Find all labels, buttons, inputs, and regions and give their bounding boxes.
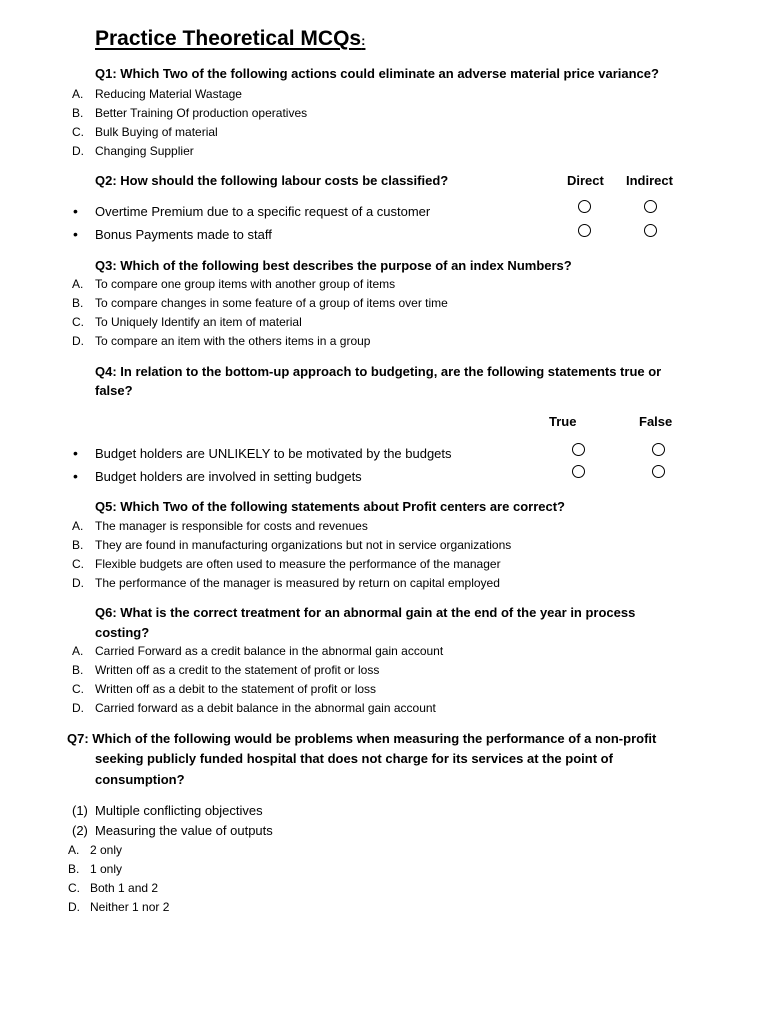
- q2-overtime-indirect-radio[interactable]: [644, 200, 657, 213]
- bullet-icon: •: [73, 445, 78, 461]
- q2-item-overtime: Overtime Premium due to a specific request of a customer: [95, 204, 431, 219]
- q1-option-d-letter: D.: [72, 144, 84, 158]
- q3-option-d-letter: D.: [72, 334, 84, 348]
- q6-option-b-letter: B.: [72, 663, 84, 677]
- question-5: Q5: Which Two of the following statements about Profit centers are correct?: [95, 499, 565, 514]
- bullet-icon: •: [73, 468, 78, 484]
- q7-option-a: 2 only: [90, 843, 123, 857]
- q7-statement-1-number: (1): [72, 803, 88, 818]
- q1-option-d: Changing Supplier: [95, 144, 194, 158]
- q5-option-b-letter: B.: [72, 538, 84, 552]
- q7-option-b: 1 only: [90, 862, 123, 876]
- question-7-line-2: seeking publicly funded hospital that does not charge for its services at the point of: [95, 751, 613, 766]
- q5-option-c-letter: C.: [72, 557, 84, 571]
- q3-option-c: To Uniquely Identify an item of material: [95, 315, 302, 329]
- q6-option-c-letter: C.: [72, 682, 84, 696]
- question-4-line-2: false?: [95, 383, 133, 398]
- bullet-icon: •: [73, 203, 78, 219]
- q7-option-c-letter: C.: [68, 881, 80, 895]
- q1-option-a: Reducing Material Wastage: [95, 87, 242, 101]
- q2-item-bonus: Bonus Payments made to staff: [95, 227, 272, 242]
- q4-item-involved: Budget holders are involved in setting budgets: [95, 469, 362, 484]
- q4-col-true: True: [549, 414, 577, 429]
- page-title-colon: :: [361, 33, 366, 48]
- question-6-line-2: costing?: [95, 625, 150, 640]
- q6-option-b: Written off as a credit to the statement of profit or loss: [95, 663, 380, 677]
- q1-option-a-letter: A.: [72, 87, 84, 101]
- question-7-line-1: Q7: Which of the following would be problems when measuring the performance of a non-profit: [67, 731, 657, 746]
- q4-col-false: False: [639, 414, 673, 429]
- q6-option-c: Written off as a debit to the statement of profit or loss: [95, 682, 377, 696]
- q4-unlikely-false-radio[interactable]: [652, 443, 665, 456]
- q3-option-a: To compare one group items with another group of items: [95, 277, 396, 291]
- q6-option-d-letter: D.: [72, 701, 84, 715]
- q3-option-b-letter: B.: [72, 296, 84, 310]
- q3-option-c-letter: C.: [72, 315, 84, 329]
- q6-option-a-letter: A.: [72, 644, 84, 658]
- q7-statement-1: Multiple conflicting objectives: [95, 803, 263, 818]
- q1-option-b: Better Training Of production operatives: [95, 106, 308, 120]
- q7-statement-2-number: (2): [72, 823, 88, 838]
- page-title: [95, 28, 365, 49]
- q5-option-a-letter: A.: [72, 519, 84, 533]
- q7-statement-2: Measuring the value of outputs: [95, 823, 273, 838]
- q2-bonus-indirect-radio[interactable]: [644, 224, 657, 237]
- q5-option-c: Flexible budgets are often used to measure the performance of the manager: [95, 557, 501, 571]
- q3-option-d: To compare an item with the others items in a group: [95, 334, 371, 348]
- q7-option-d-letter: D.: [68, 900, 80, 914]
- q1-option-b-letter: B.: [72, 106, 84, 120]
- q1-option-c-letter: C.: [72, 125, 84, 139]
- q4-involved-false-radio[interactable]: [652, 465, 665, 478]
- q6-option-d: Carried forward as a debit balance in the abnormal gain account: [95, 701, 436, 715]
- page-title-text: Practice Theoretical MCQs: [95, 27, 362, 50]
- question-6-line-1: Q6: What is the correct treatment for an abnormal gain at the end of the year in process: [95, 605, 636, 620]
- q4-unlikely-true-radio[interactable]: [572, 443, 585, 456]
- q7-option-b-letter: B.: [68, 862, 80, 876]
- q5-option-a: The manager is responsible for costs and revenues: [95, 519, 368, 533]
- q1-option-c: Bulk Buying of material: [95, 125, 218, 139]
- q4-item-unlikely: Budget holders are UNLIKELY to be motivated by the budgets: [95, 446, 452, 461]
- q7-option-d: Neither 1 nor 2: [90, 900, 170, 914]
- q3-option-b: To compare changes in some feature of a group of items over time: [95, 296, 448, 310]
- q6-option-a: Carried Forward as a credit balance in the abnormal gain account: [95, 644, 444, 658]
- q5-option-d: The performance of the manager is measured by return on capital employed: [95, 576, 500, 590]
- q2-bonus-direct-radio[interactable]: [578, 224, 591, 237]
- q2-col-direct: Direct: [567, 173, 604, 188]
- question-7-line-3: consumption?: [95, 772, 185, 787]
- q5-option-d-letter: D.: [72, 576, 84, 590]
- q5-option-b: They are found in manufacturing organizations but not in service organizations: [95, 538, 512, 552]
- question-2: Q2: How should the following labour costs be classified?: [95, 173, 449, 188]
- q2-overtime-direct-radio[interactable]: [578, 200, 591, 213]
- q4-involved-true-radio[interactable]: [572, 465, 585, 478]
- question-3: Q3: Which of the following best describes the purpose of an index Numbers?: [95, 258, 572, 273]
- question-1: Q1: Which Two of the following actions could eliminate an adverse material price variance?: [95, 66, 659, 81]
- q7-option-a-letter: A.: [68, 843, 80, 857]
- q3-option-a-letter: A.: [72, 277, 84, 291]
- bullet-icon: •: [73, 226, 78, 242]
- question-4-line-1: Q4: In relation to the bottom-up approach to budgeting, are the following statements true or: [95, 364, 662, 379]
- q7-option-c: Both 1 and 2: [90, 881, 159, 895]
- q2-col-indirect: Indirect: [626, 173, 673, 188]
